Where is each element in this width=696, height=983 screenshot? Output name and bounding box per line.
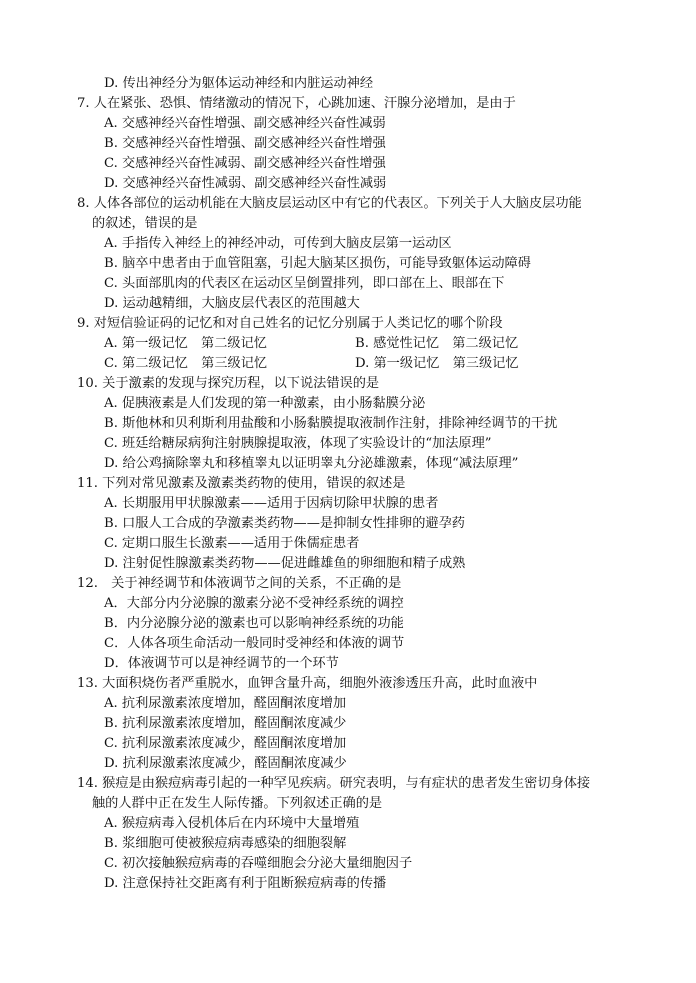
option-line: D. 交感神经兴奋性减弱、副交感神经兴奋性减弱 <box>104 176 387 191</box>
option-line: C．人体各项生命活动一般同时受神经和体液的调节 <box>104 636 405 651</box>
option-line: B. 斯他林和贝利斯利用盐酸和小肠黏膜提取液制作注射，排除神经调节的干扰 <box>104 416 558 431</box>
option-line: C. 定期口服生长激素——适用于侏儒症患者 <box>104 536 360 551</box>
option-line: D. 传出神经分为躯体运动神经和内脏运动神经 <box>104 76 374 91</box>
question-line: 12. 关于神经调节和体液调节之间的关系，不正确的是 <box>77 576 402 591</box>
option-line: A. 抗利尿激素浓度增加，醛固酮浓度增加 <box>104 696 347 711</box>
question-line: 13. 大面积烧伤者严重脱水，血钾含量升高，细胞外液渗透压升高，此时血液中 <box>77 676 538 691</box>
option-line: B. 浆细胞可使被猴痘病毒感染的细胞裂解 <box>104 836 347 851</box>
option-line: C. 初次接触猴痘病毒的吞噬细胞会分泌大量细胞因子 <box>104 856 413 871</box>
option-line: C. 头面部肌肉的代表区在运动区呈倒置排列，即口部在上、眼部在下 <box>104 276 505 291</box>
option-line: A. 交感神经兴奋性增强、副交感神经兴奋性减弱 <box>104 116 386 131</box>
option-line: B. 口服人工合成的孕激素类药物——是抑制女性排卵的避孕药 <box>104 516 465 531</box>
question-line: 的叙述，错误的是 <box>92 216 198 231</box>
option-line: B. 脑卒中患者由于血管阻塞，引起大脑某区损伤，可能导致躯体运动障碍 <box>104 256 531 271</box>
question-line: 7. 人在紧张、恐惧、情绪激动的情况下，心跳加速、汗腺分泌增加，是由于 <box>77 96 516 111</box>
option-line: C. 抗利尿激素浓度减少，醛固酮浓度增加 <box>104 736 347 751</box>
question-line: 触的人群中正在发生人际传播。下列叙述正确的是 <box>92 796 383 811</box>
option-line: A. 长期服用甲状腺激素——适用于因病切除甲状腺的患者 <box>104 496 439 511</box>
question-line: 11. 下列对常见激素及激素类药物的使用，错误的叙述是 <box>77 476 406 491</box>
question-line: 9. 对短信验证码的记忆和对自己姓名的记忆分别属于人类记忆的哪个阶段 <box>77 316 503 331</box>
question-line: 10. 关于激素的发现与探究历程，以下说法错误的是 <box>77 376 380 391</box>
option-line: A. 第一级记忆 第二级记忆 <box>104 336 267 351</box>
option-line: A. 手指传入神经上的神经冲动，可传到大脑皮层第一运动区 <box>104 236 452 251</box>
option-line: D．体液调节可以是神经调节的一个环节 <box>104 656 339 671</box>
option-line: D. 注意保持社交距离有利于阻断猴痘病毒的传播 <box>104 876 387 891</box>
option-line: B．内分泌腺分泌的激素也可以影响神经系统的功能 <box>104 616 404 631</box>
option-line: A. 猴痘病毒入侵机体后在内环境中大量增殖 <box>104 816 360 831</box>
option-line: D. 注射促性腺激素类药物——促进雌雄鱼的卵细胞和精子成熟 <box>104 556 466 571</box>
option-line: D. 运动越精细，大脑皮层代表区的范围越大 <box>104 296 360 311</box>
question-line: 8. 人体各部位的运动机能在大脑皮层运动区中有它的代表区。下列关于人大脑皮层功能 <box>77 196 582 211</box>
option-line: C. 第二级记忆 第三级记忆 <box>104 356 268 371</box>
option-line: C. 交感神经兴奋性减弱、副交感神经兴奋性增强 <box>104 156 386 171</box>
option-line: C. 班廷给糖尿病狗注射胰腺提取液，体现了实验设计的“加法原理” <box>104 436 492 451</box>
option-line-right: D. 第一级记忆 第三级记忆 <box>355 356 519 371</box>
option-line-right: B. 感觉性记忆 第二级记忆 <box>355 336 519 351</box>
option-line: D. 给公鸡摘除睾丸和移植睾丸以证明睾丸分泌雄激素，体现“减法原理” <box>104 456 519 471</box>
option-line: A. 促胰液素是人们发现的第一种激素，由小肠黏膜分泌 <box>104 396 426 411</box>
question-line: 14. 猴痘是由猴痘病毒引起的一种罕见疾病。研究表明，与有症状的患者发生密切身体接 <box>77 776 591 791</box>
option-line: A．大部分内分泌腺的激素分泌不受神经系统的调控 <box>104 596 404 611</box>
option-line: D. 抗利尿激素浓度减少，醛固酮浓度减少 <box>104 756 347 771</box>
option-line: B. 交感神经兴奋性增强、副交感神经兴奋性增强 <box>104 136 386 151</box>
option-line: B. 抗利尿激素浓度增加，醛固酮浓度减少 <box>104 716 347 731</box>
